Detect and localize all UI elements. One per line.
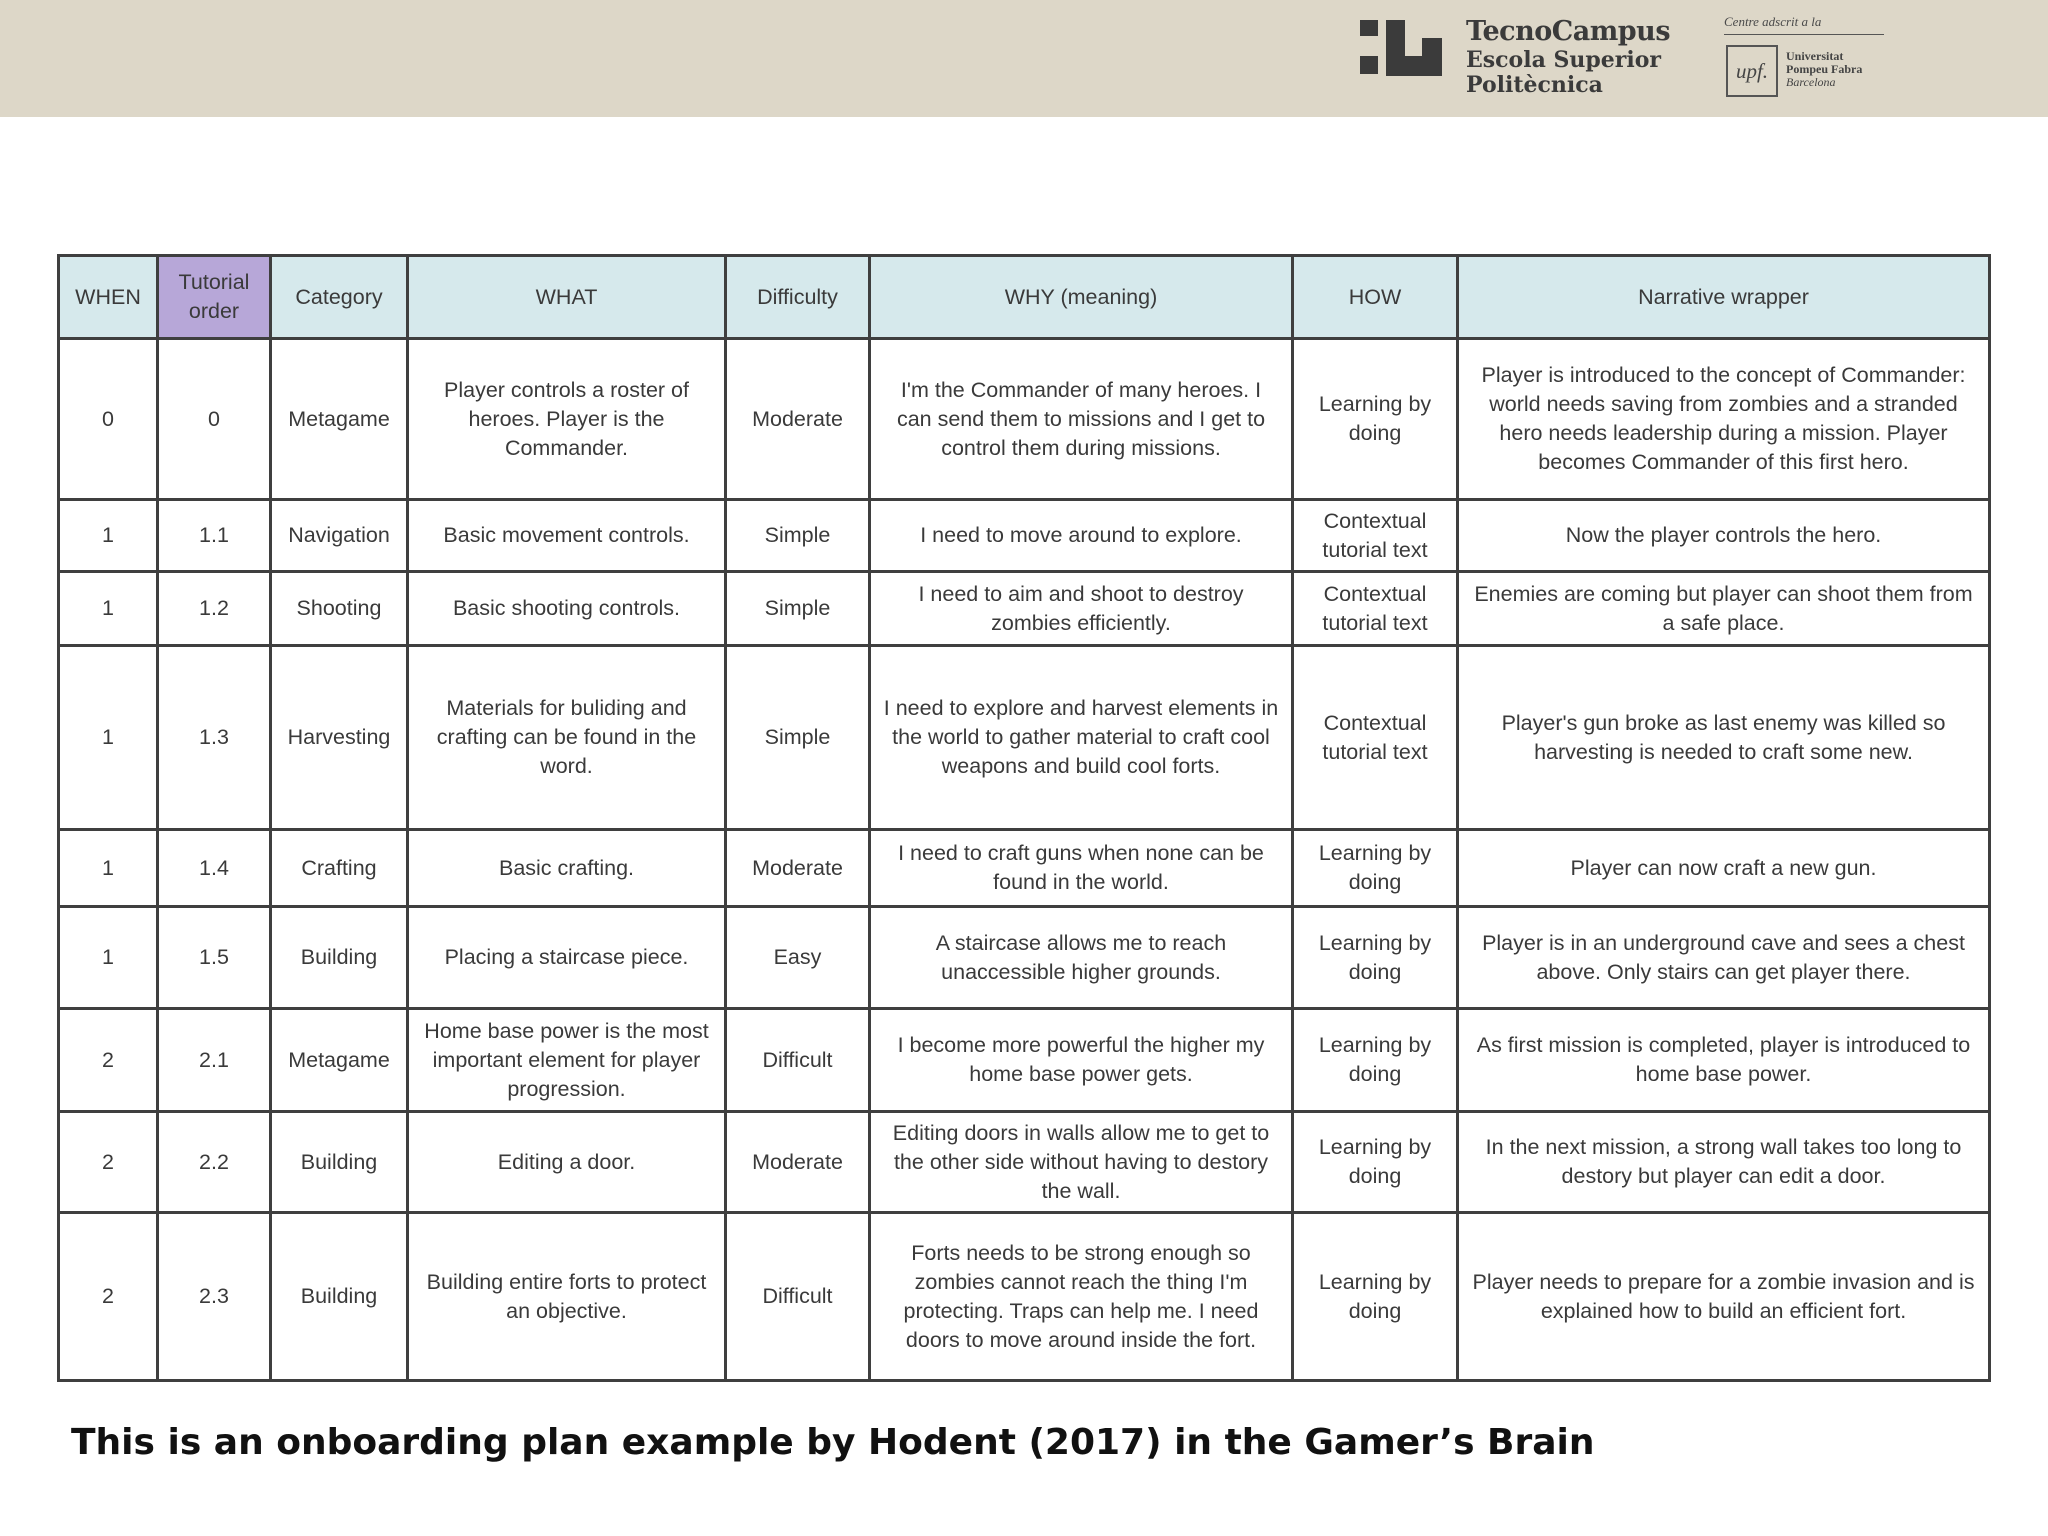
cell-how: Learning by doing [1293, 1112, 1458, 1213]
cell-narrative: Player's gun broke as last enemy was killed so harvesting is needed to craft some new. [1458, 646, 1990, 830]
cell-what: Basic movement controls. [408, 500, 726, 572]
header-why: WHY (meaning) [870, 256, 1293, 339]
affiliation-caption: Centre adscrit a la [1724, 14, 1884, 35]
table-header-row [59, 256, 1990, 339]
cell-how: Learning by doing [1293, 339, 1458, 500]
table-row [59, 339, 1990, 500]
header-how: HOW [1293, 256, 1458, 339]
cell-difficulty: Moderate [726, 830, 870, 907]
cell-why: I need to craft guns when none can be found in the world. [870, 830, 1293, 907]
cell-category: Harvesting [271, 646, 408, 830]
brand-line-1: TecnoCampus [1466, 16, 1671, 47]
cell-when: 2 [59, 1112, 158, 1213]
cell-difficulty: Simple [726, 500, 870, 572]
cell-difficulty: Difficult [726, 1009, 870, 1112]
cell-narrative: In the next mission, a strong wall takes too long to destory but player can edit a door. [1458, 1112, 1990, 1213]
cell-how: Contextual tutorial text [1293, 646, 1458, 830]
cell-what: Placing a staircase piece. [408, 907, 726, 1009]
cell-what: Basic crafting. [408, 830, 726, 907]
cell-how: Learning by doing [1293, 1213, 1458, 1381]
cell-difficulty: Simple [726, 646, 870, 830]
brand-name [1466, 18, 1670, 96]
cell-why: Forts needs to be strong enough so zombies cannot reach the thing I'm protecting. Traps can help me. I need doors to move around inside the fort. [870, 1213, 1293, 1381]
cell-why: I'm the Commander of many heroes. I can send them to missions and I get to control them during missions. [870, 339, 1293, 500]
table-row [59, 500, 1990, 572]
table-row [59, 1009, 1990, 1112]
cell-how: Learning by doing [1293, 830, 1458, 907]
cell-why: Editing doors in walls allow me to get to the other side without having to destory the wall. [870, 1112, 1293, 1213]
cell-difficulty: Easy [726, 907, 870, 1009]
university-line-1: Universitat [1786, 49, 1844, 63]
header-difficulty: Difficulty [726, 256, 870, 339]
brand-line-3: Politècnica [1466, 72, 1603, 98]
cell-how: Learning by doing [1293, 907, 1458, 1009]
cell-category: Building [271, 1213, 408, 1381]
cell-category: Metagame [271, 339, 408, 500]
table-row [59, 572, 1990, 646]
cell-what: Editing a door. [408, 1112, 726, 1213]
cell-when: 1 [59, 646, 158, 830]
cell-what: Building entire forts to protect an objective. [408, 1213, 726, 1381]
cell-what: Materials for buliding and crafting can be found in the word. [408, 646, 726, 830]
cell-order: 1.3 [158, 646, 271, 830]
cell-difficulty: Moderate [726, 339, 870, 500]
cell-category: Navigation [271, 500, 408, 572]
cell-difficulty: Moderate [726, 1112, 870, 1213]
header-band [0, 0, 2048, 117]
cell-when: 2 [59, 1009, 158, 1112]
cell-difficulty: Difficult [726, 1213, 870, 1381]
cell-category: Shooting [271, 572, 408, 646]
cell-order: 1.2 [158, 572, 271, 646]
cell-narrative: Enemies are coming but player can shoot them from a safe place. [1458, 572, 1990, 646]
cell-order: 2.3 [158, 1213, 271, 1381]
cell-why: I need to explore and harvest elements in the world to gather material to craft cool weapons and build cool forts. [870, 646, 1293, 830]
cell-difficulty: Simple [726, 572, 870, 646]
university-line-2: Pompeu Fabra [1786, 62, 1863, 76]
header-tutorial-order: Tutorial order [158, 256, 271, 339]
cell-order: 1.1 [158, 500, 271, 572]
brand-line-2: Escola Superior [1466, 47, 1661, 73]
cell-order: 0 [158, 339, 271, 500]
cell-narrative: Player is introduced to the concept of Commander: world needs saving from zombies and a stranded hero needs leadership during a mission. Player becomes Commander of this first hero. [1458, 339, 1990, 500]
cell-narrative: As first mission is completed, player is introduced to home base power. [1458, 1009, 1990, 1112]
cell-what: Home base power is the most important element for player progression. [408, 1009, 726, 1112]
header-when: WHEN [59, 256, 158, 339]
slide-caption: This is an onboarding plan example by Hodent (2017) in the Gamer’s Brain [71, 1422, 1595, 1463]
cell-category: Crafting [271, 830, 408, 907]
header-narrative: Narrative wrapper [1458, 256, 1990, 339]
cell-why: I become more powerful the higher my home base power gets. [870, 1009, 1293, 1112]
cell-order: 1.5 [158, 907, 271, 1009]
cell-narrative: Now the player controls the hero. [1458, 500, 1990, 572]
upf-logo-icon: upf. [1726, 45, 1778, 97]
cell-when: 1 [59, 907, 158, 1009]
cell-what: Basic shooting controls. [408, 572, 726, 646]
onboarding-plan-table [57, 254, 1991, 1382]
cell-why: I need to aim and shoot to destroy zombies efficiently. [870, 572, 1293, 646]
table-row [59, 907, 1990, 1009]
cell-how: Contextual tutorial text [1293, 572, 1458, 646]
header-what: WHAT [408, 256, 726, 339]
cell-how: Learning by doing [1293, 1009, 1458, 1112]
cell-category: Metagame [271, 1009, 408, 1112]
table-row [59, 646, 1990, 830]
header-category: Category [271, 256, 408, 339]
university-name [1786, 50, 1862, 89]
cell-order: 2.2 [158, 1112, 271, 1213]
cell-why: I need to move around to explore. [870, 500, 1293, 572]
cell-narrative: Player can now craft a new gun. [1458, 830, 1990, 907]
cell-order: 2.1 [158, 1009, 271, 1112]
table-row [59, 1213, 1990, 1381]
cell-when: 2 [59, 1213, 158, 1381]
cell-category: Building [271, 907, 408, 1009]
cell-why: A staircase allows me to reach unaccessible higher grounds. [870, 907, 1293, 1009]
cell-when: 1 [59, 572, 158, 646]
cell-narrative: Player is in an underground cave and sees a chest above. Only stairs can get player there. [1458, 907, 1990, 1009]
cell-category: Building [271, 1112, 408, 1213]
cell-what: Player controls a roster of heroes. Player is the Commander. [408, 339, 726, 500]
cell-when: 1 [59, 830, 158, 907]
cell-order: 1.4 [158, 830, 271, 907]
cell-how: Contextual tutorial text [1293, 500, 1458, 572]
cell-when: 1 [59, 500, 158, 572]
cell-narrative: Player needs to prepare for a zombie invasion and is explained how to build an efficient fort. [1458, 1213, 1990, 1381]
university-line-3: Barcelona [1786, 75, 1836, 89]
cell-when: 0 [59, 339, 158, 500]
table-row [59, 830, 1990, 907]
table-row [59, 1112, 1990, 1213]
tecnocampus-logo-icon [1360, 20, 1442, 76]
